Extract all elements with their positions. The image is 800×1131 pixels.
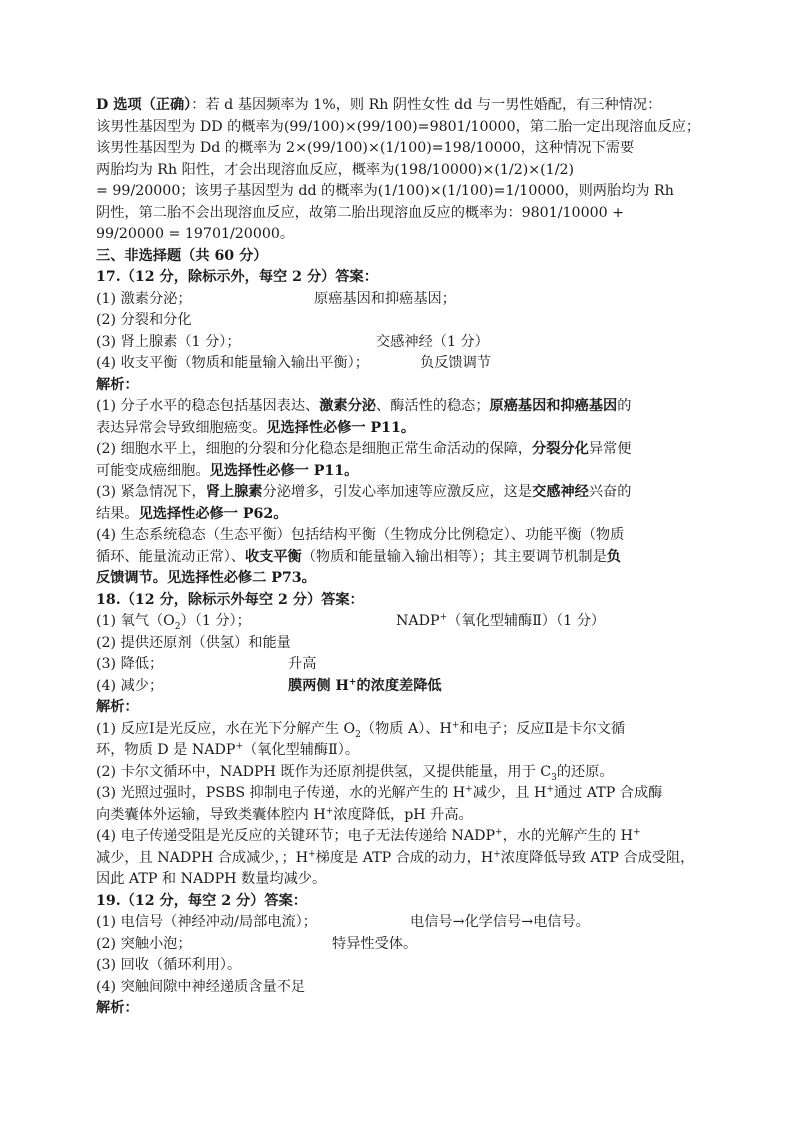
q17-analysis-3b: 结果。见选择性必修一 P62。 xyxy=(96,505,288,522)
q17-answer-3: (3) 肾上腺素（1 分）； 交感神经（1 分） xyxy=(96,333,489,350)
d-option-line-5: = 99/20000；该男子基因型为 dd 的概率为(1/100)×(1/100)=1/10000，则两胎均为 Rh xyxy=(96,183,674,199)
q17-answer-2: (2) 分裂和分化 xyxy=(96,312,192,328)
q18-answer-4: (4) 减少； 膜两侧 H+的浓度差降低 xyxy=(96,676,442,694)
q17-analysis-4: (4) 生态系统稳态（生态平衡）包括结构平衡（生物成分比例稳定）、功能平衡（物质 xyxy=(96,527,625,543)
q17-answer-1: (1) 激素分泌； 原癌基因和抑癌基因； xyxy=(96,290,456,307)
q18-header: 18.（12 分，除标示外每空 2 分）答案： xyxy=(96,591,364,608)
q17-analysis-2: (2) 细胞水平上，细胞的分裂和分化稳态是细胞正常生命活动的保障，分裂分化异常便 xyxy=(96,441,632,457)
d-option-line-1: D 选项（正确）：若 d 基因频率为 1%，则 Rh 阴性女性 dd 与一男性婚配，有三种情况： xyxy=(96,97,662,113)
q18-analysis-3: (3) 光照过强时，PSBS 抑制电子传递，水的光解产生的 H+减少，且 H+通过 ATP 合成酶 xyxy=(96,784,663,801)
q18-analysis-4c: 因此 ATP 和 NADPH 数量均减少。 xyxy=(96,871,327,887)
q17-analysis-1b: 表达异常会导致细胞癌变。见选择性必修一 P11。 xyxy=(96,419,416,436)
q19-answer-2: (2) 突触小泡； 特异性受体。 xyxy=(96,935,418,952)
document-page xyxy=(96,95,716,1020)
q18-analysis-3b: 向类囊体外运输，导致类囊体腔内 H+浓度降低，pH 升高。 xyxy=(96,805,473,823)
q18-analysis-label: 解析： xyxy=(96,699,139,715)
q19-answer-3: (3) 回收（循环利用）。 xyxy=(96,957,242,973)
d-option-line-7: 99/20000 = 19701/20000。 xyxy=(96,226,295,242)
q18-answer-2: (2) 提供还原剂（供氢）和能量 xyxy=(96,634,291,651)
d-option-line-6: 阴性，第二胎不会出现溶血反应，故第二胎出现溶血反应的概率为：9801/10000 + xyxy=(96,204,625,221)
q19-header: 19.（12 分，每空 2 分）答案： xyxy=(96,892,307,909)
q17-header: 17.（12 分，除标示外，每空 2 分）答案： xyxy=(96,269,378,285)
q17-analysis-2b: 可能变成癌细胞。见选择性必修一 P11。 xyxy=(96,462,359,479)
d-option-line-3: 该男性基因型为 Dd 的概率为 2×(99/100)×(1/100)=198/10000，这种情况下需要 xyxy=(96,140,635,156)
q17-analysis-4b: 循环、能量流动正常）、收支平衡（物质和能量输入输出相等）；其主要调节机制是负 xyxy=(96,548,621,565)
q18-analysis-4: (4) 电子传递受阻是光反应的关键环节；电子无法传递给 NADP+，水的光解产生的 H+ xyxy=(96,827,641,844)
d-option-line-4: 两胎均为 Rh 阳性，才会出现溶血反应，概率为(198/10000)×(1/2)×(1/2) xyxy=(96,161,575,178)
q19-answer-1: (1) 电信号（神经冲动/局部电流）； 电信号→化学信号→电信号。 xyxy=(96,914,590,930)
q17-analysis-label: 解析： xyxy=(96,376,139,393)
section-title: 三、非选择题（共 60 分） xyxy=(96,247,268,264)
q18-analysis-4b: 减少，且 NADPH 合成减少，；H+梯度是 ATP 合成的动力，H+浓度降低导致 ATP 合成受阻， xyxy=(96,848,695,866)
q18-analysis-2: (2) 卡尔文循环中，NADPH 既作为还原剂提供氢，又提供能量，用于 $C_3$的还原。 xyxy=(96,763,614,783)
q19-answer-4: (4) 突触间隙中神经递质含量不足 xyxy=(96,978,306,995)
q17-analysis-4c: 反馈调节。见选择性必修二 P73。 xyxy=(96,570,316,586)
q17-answer-4: (4) 收支平衡（物质和能量输入输出平衡）； 负反馈调节 xyxy=(96,355,491,371)
q18-answer-1: (1) 氧气$(O_2)(1$ 分）； NADP+（氧化型辅酶Ⅱ）（1 分） xyxy=(96,612,606,632)
q18-analysis-1: (1) 反应Ⅰ是光反应，水在光下分解产生 $O_2$（物质 A）、H+和电子；反应Ⅱ是卡尔文循 xyxy=(96,719,626,740)
q19-analysis-label: 解析： xyxy=(96,1000,139,1016)
q18-analysis-1b: 环，物质 D 是 NADP+（氧化型辅酶Ⅱ）。 xyxy=(96,741,360,758)
d-option-label: D 选项（正确） xyxy=(96,97,192,113)
q17-analysis-1: (1) 分子水平的稳态包括基因表达、激素分泌、酶活性的稳态；原癌基因和抑癌基因的 xyxy=(96,398,632,414)
q18-answer-3: (3) 降低； 升高 xyxy=(96,656,317,672)
d-option-line-2: 该男性基因型为 DD 的概率为(99/100)×(99/100)=9801/10000，第二胎一定出现溶血反应； xyxy=(96,118,701,135)
q17-analysis-3: (3) 紧急情况下，肾上腺素分泌增多，引发心率加速等应激反应，这是交感神经兴奋的 xyxy=(96,484,632,500)
